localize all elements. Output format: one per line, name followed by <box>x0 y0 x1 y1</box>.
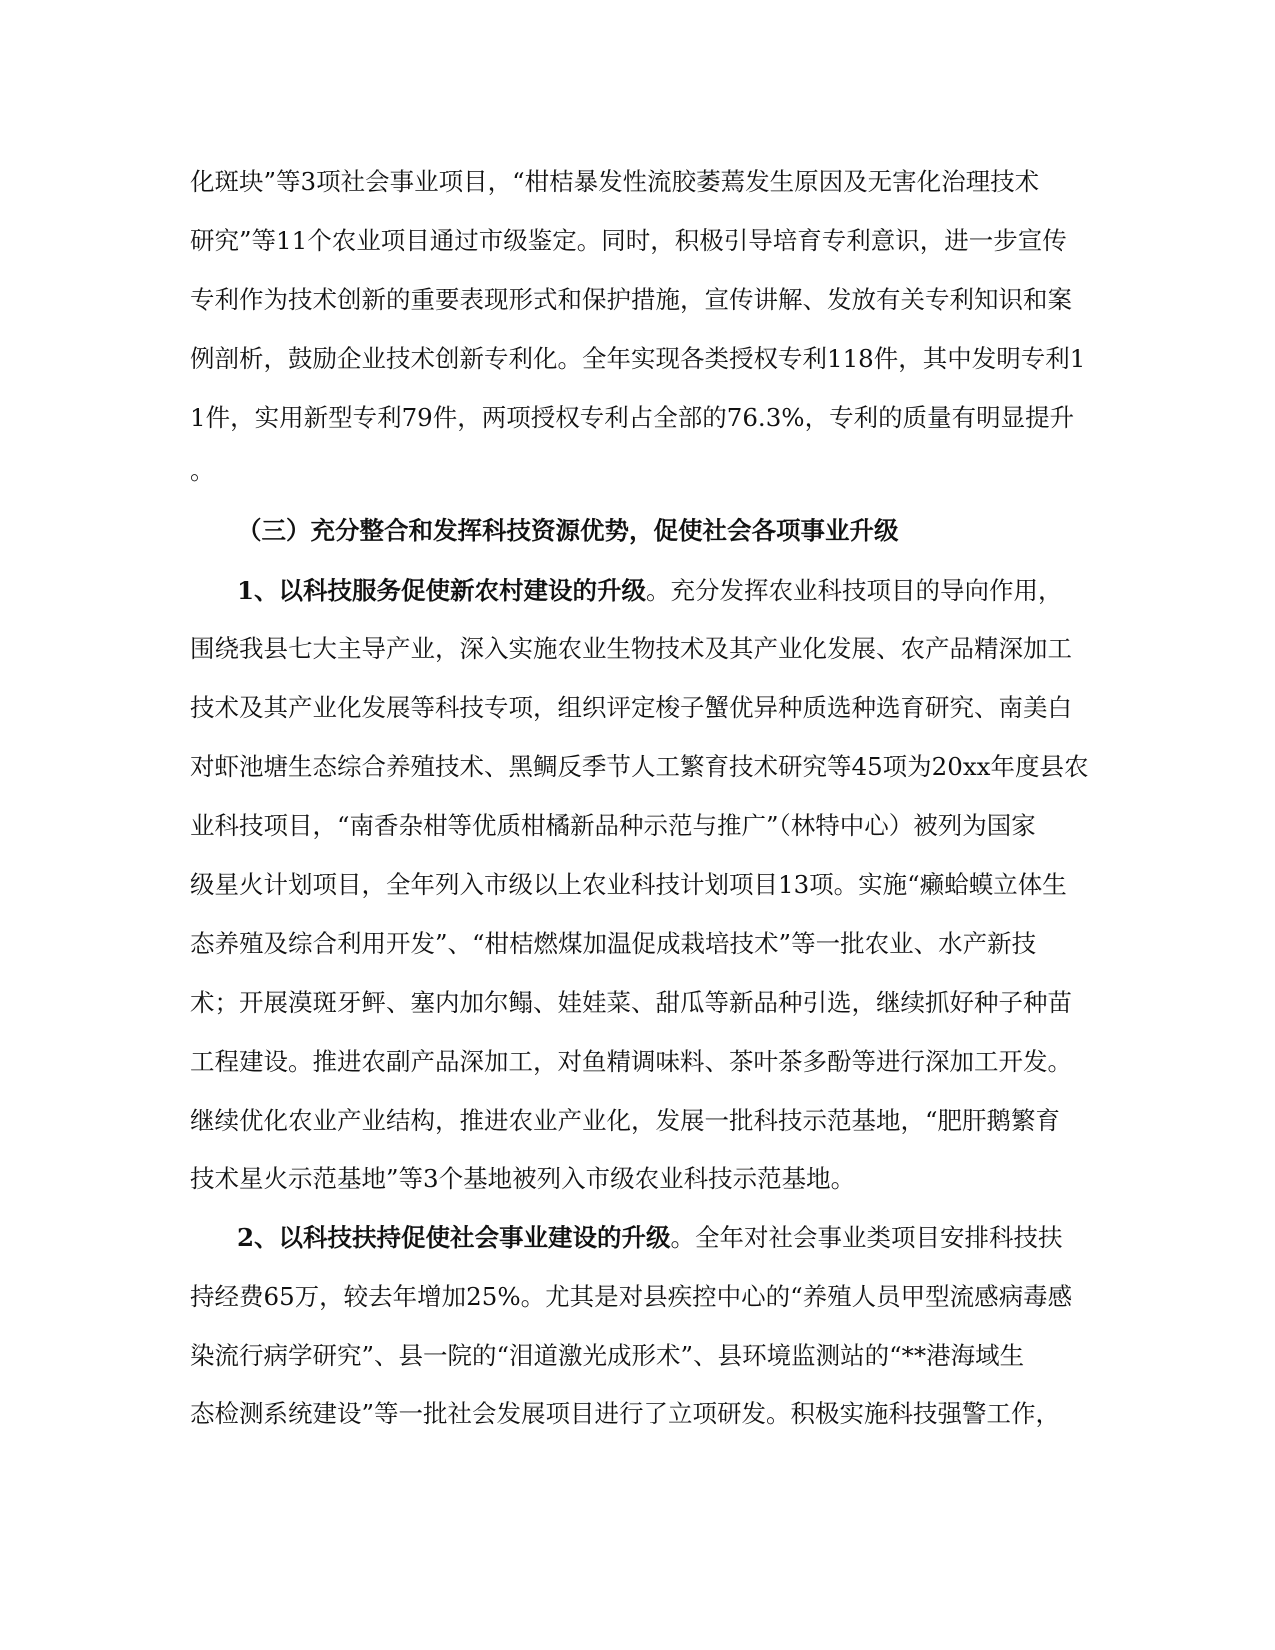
item2-first-line-text: 。全年对社会事业类项目安排科技扶 <box>670 1223 1063 1252</box>
item1-line: 继续优化农业产业结构，推进农业产业化，发展一批科技示范基地，“肥肝鹅繁育 <box>190 1106 1061 1135</box>
item1-line: 对虾池塘生态综合养殖技术、黑鲷反季节人工繁育技术研究等45项为20xx年度县农 <box>190 752 1089 781</box>
item1-title: 1、以科技服务促使新农村建设的升级 <box>237 576 647 605</box>
section-heading: （三）充分整合和发挥科技资源优势，促使社会各项事业升级 <box>237 516 899 545</box>
item1-line: 围绕我县七大主导产业，深入实施农业生物技术及其产业化发展、农产品精深加工 <box>190 634 1072 663</box>
body-line: 。 <box>190 456 215 485</box>
item1-line: 术；开展漠斑牙鲆、塞内加尔鳎、娃娃菜、甜瓜等新品种引选，继续抓好种子种苗 <box>190 988 1072 1017</box>
item1-line: 级星火计划项目，全年列入市级以上农业科技计划项目13项。实施“癞蛤蟆立体生 <box>190 870 1067 899</box>
item2-line: 态检测系统建设”等一批社会发展项目进行了立项研发。积极实施科技强警工作， <box>190 1399 1061 1428</box>
body-line: 专利作为技术创新的重要表现形式和保护措施，宣传讲解、发放有关专利知识和案 <box>190 285 1072 314</box>
item1-line: 业科技项目，“南香杂柑等优质柑橘新品种示范与推广”（林特中心）被列为国家 <box>190 811 1036 840</box>
body-line: 1件，实用新型专利79件，两项授权专利占全部的76.3%，专利的质量有明显提升 <box>190 403 1075 432</box>
item1-line: 技术星火示范基地”等3个基地被列入市级农业科技示范基地。 <box>190 1164 856 1193</box>
body-line: 例剖析，鼓励企业技术创新专利化。全年实现各类授权专利118件，其中发明专利1 <box>190 344 1086 373</box>
item1-first-line-text: 。充分发挥农业科技项目的导向作用， <box>646 576 1063 605</box>
item1-first-line <box>237 575 1090 607</box>
item1-line: 技术及其产业化发展等科技专项，组织评定梭子蟹优异种质选种选育研究、南美白 <box>190 693 1072 722</box>
item2-title: 2、以科技扶持促使社会事业建设的升级 <box>237 1223 671 1252</box>
body-line: 研究”等11个农业项目通过市级鉴定。同时，积极引导培育专利意识，进一步宣传 <box>190 226 1067 255</box>
item1-line: 态养殖及综合利用开发”、“柑桔燃煤加温促成栽培技术”等一批农业、水产新技 <box>190 929 1037 958</box>
item2-first-line <box>237 1222 1090 1254</box>
item1-line: 工程建设。推进农副产品深加工，对鱼精调味料、茶叶茶多酚等进行深加工开发。 <box>190 1047 1072 1076</box>
item2-line: 持经费65万，较去年增加25%。尤其是对县疾控中心的“养殖人员甲型流感病毒感 <box>190 1282 1073 1311</box>
item2-line: 染流行病学研究”、县一院的“泪道激光成形术”、县环境监测站的“**港海域生 <box>190 1341 1025 1370</box>
body-line: 化斑块”等3项社会事业项目，“柑桔暴发性流胶萎蔫发生原因及无害化治理技术 <box>190 167 1040 196</box>
